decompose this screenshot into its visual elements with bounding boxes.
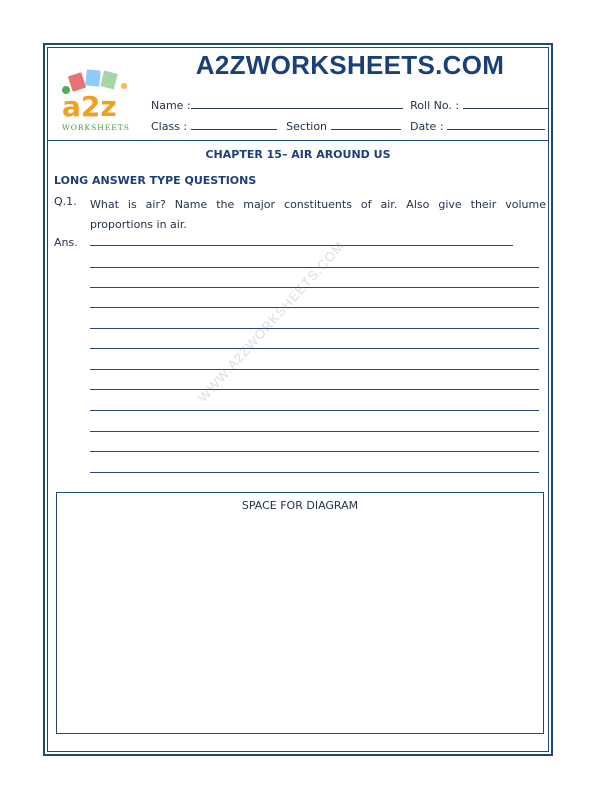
logo-subtext: WORKSHEETS	[62, 123, 130, 132]
roll-field[interactable]	[463, 98, 549, 109]
answer-line[interactable]	[90, 328, 539, 329]
answer-line[interactable]	[90, 348, 539, 349]
answer-line[interactable]	[90, 245, 513, 246]
answer-line[interactable]	[90, 431, 539, 432]
name-roll-row	[151, 98, 549, 112]
date-label: Date :	[410, 120, 444, 133]
watermark: WWW.A2ZWORKSHEETS.COM	[195, 238, 348, 406]
answer-line[interactable]	[90, 451, 539, 452]
logo-text: a2z	[62, 90, 117, 123]
section-heading: LONG ANSWER TYPE QUESTIONS	[54, 174, 257, 187]
header-divider	[47, 140, 549, 141]
class-label: Class :	[151, 120, 188, 133]
chapter-title: CHAPTER 15– AIR AROUND US	[205, 148, 391, 161]
class-section-date-row	[151, 119, 545, 133]
roll-label: Roll No. :	[410, 99, 460, 112]
answer-line[interactable]	[90, 410, 539, 411]
class-field[interactable]	[191, 119, 277, 130]
name-label: Name :	[151, 99, 191, 112]
answer-line[interactable]	[90, 369, 539, 370]
question-text: What is air? Name the major constituents of air. Also give their volume proportions in air.	[90, 198, 546, 231]
diagram-box[interactable]	[56, 492, 544, 734]
section-field[interactable]	[331, 119, 401, 130]
question-number: Q.1.	[54, 195, 77, 208]
answer-line[interactable]	[90, 307, 539, 308]
answer-line[interactable]	[90, 287, 539, 288]
date-field[interactable]	[447, 119, 545, 130]
answer-line[interactable]	[90, 472, 539, 473]
name-field[interactable]	[191, 98, 403, 109]
diagram-label: SPACE FOR DIAGRAM	[241, 499, 359, 512]
site-title: A2ZWORKSHEETS.COM	[195, 50, 505, 80]
answer-label: Ans.	[54, 236, 78, 249]
answer-line[interactable]	[90, 389, 539, 390]
section-label: Section	[286, 120, 328, 133]
a2z-logo	[58, 68, 140, 134]
